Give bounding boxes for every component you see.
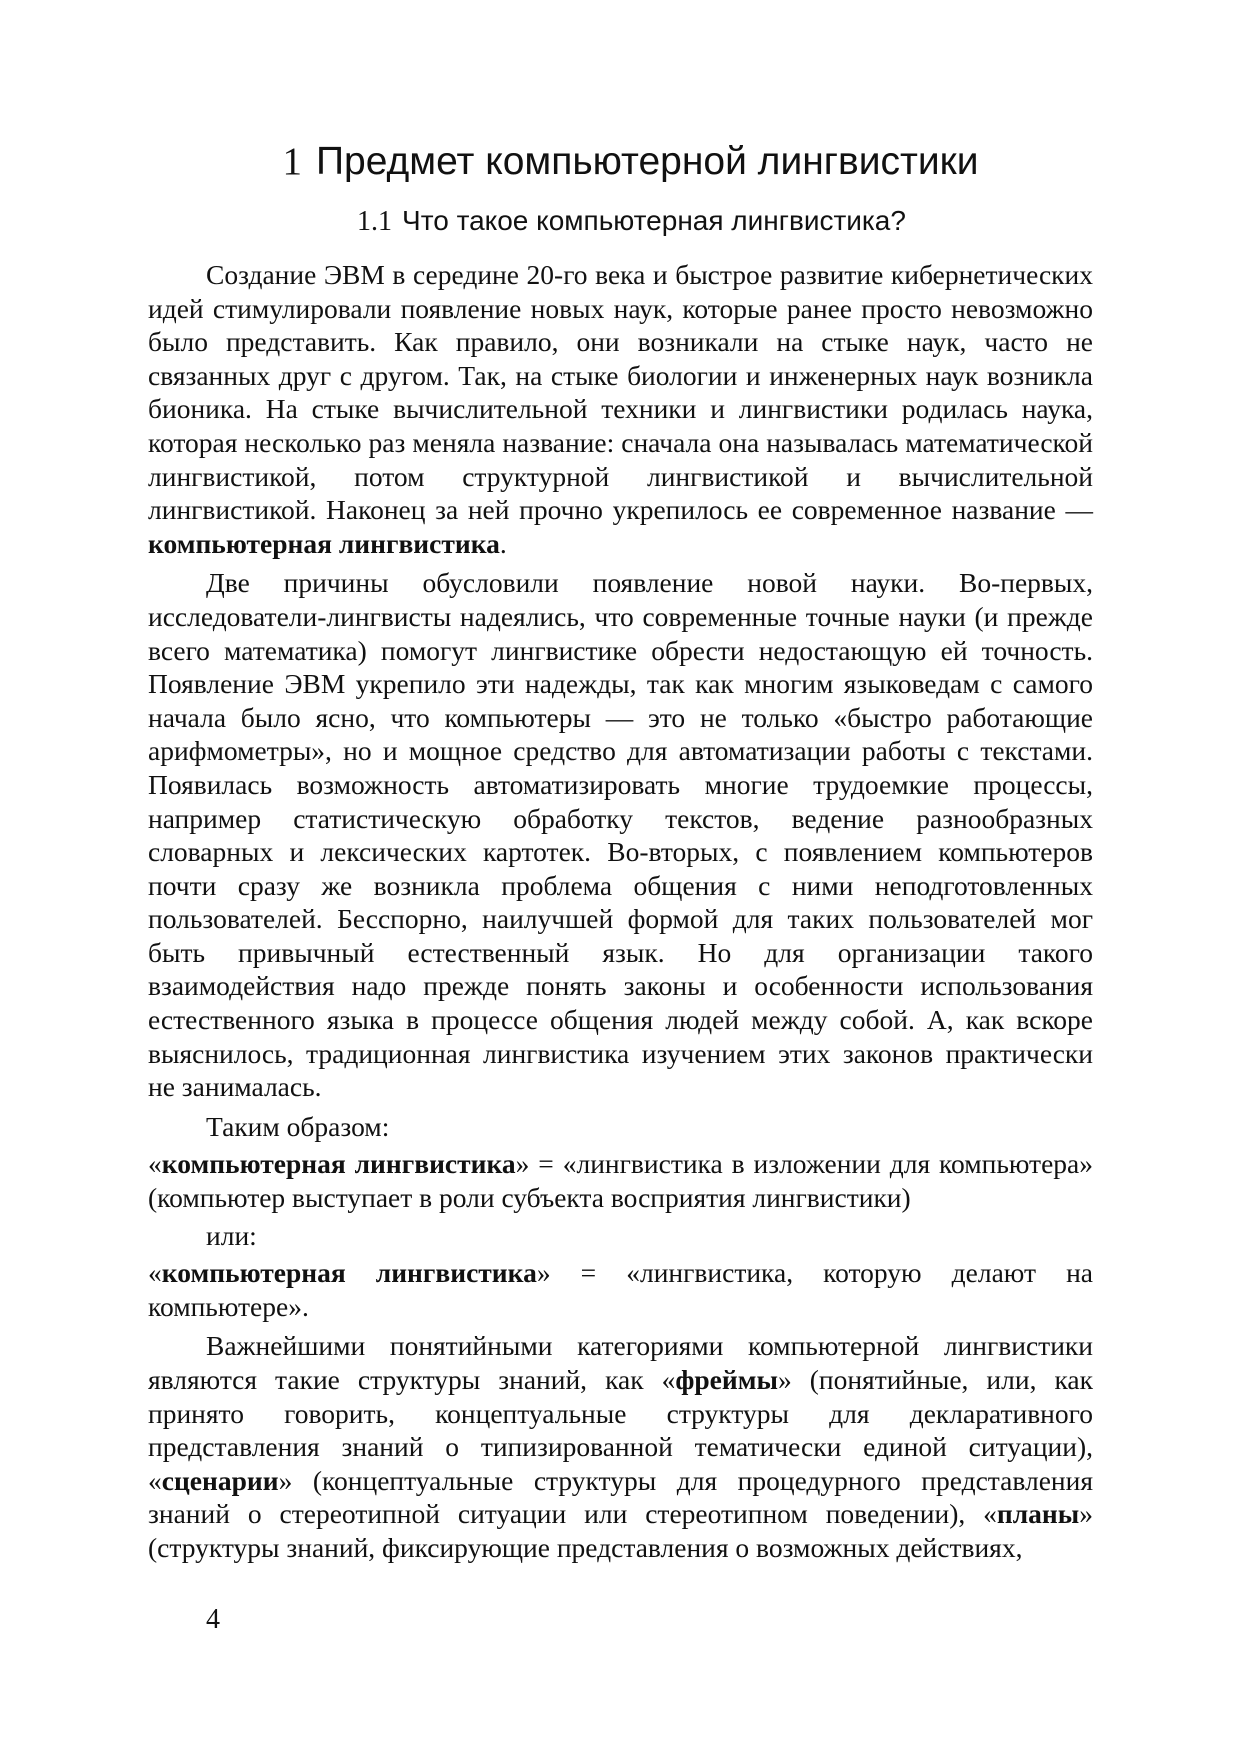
section-title-text: Что такое компьютерная лингвистика? <box>402 205 906 236</box>
term-plans: планы <box>996 1498 1080 1530</box>
paragraph-categories: Важнейшими понятийными категориями компьютерной лингвистики являются такие структуры знаний, как «фреймы» (понятийные, или, как принято говорить, концептуальные структуры для декларативного представления знаний о типизированной тематически единой ситуации), «сценарии» (концептуальные структуры для процедурного представления знаний о стереотипной ситуации или стереотипном поведении), «планы» (структуры знаний, фиксирующие представления о возможных действиях, <box>148 1330 1093 1563</box>
definition-2: «компьютерная лингвистика» = «лингвистика, которую делают на компьютере». <box>148 1257 1093 1322</box>
definition-term: компьютерная лингвистика <box>161 1257 537 1289</box>
section-number: 1.1 <box>357 206 393 237</box>
paragraph-thus: Таким образом: <box>206 1110 390 1142</box>
term-highlight: компьютерная лингвистика <box>148 527 500 559</box>
definition-1: «компьютерная лингвистика» = «лингвистика в изложении для компьютера» (компьютер выступает в роли субъекта восприятия лингвистики) <box>148 1148 1093 1214</box>
definition-term: компьютерная лингвистика <box>161 1148 516 1180</box>
book-page <box>148 0 1093 1754</box>
chapter-number: 1 <box>282 140 302 183</box>
body-text <box>148 258 1093 1571</box>
term-scenarios: сценарии <box>161 1464 279 1496</box>
term-frames: фреймы <box>675 1364 778 1395</box>
chapter-title <box>148 138 1093 186</box>
chapter-title-text: Предмет компьютерной лингвистики <box>315 140 979 183</box>
paragraph-origins: Создание ЭВМ в середине 20-го века и быстрое развитие кибернетических идей стимулировали появление новых наук, которые ранее просто невозможно было представить. Как правило, они возникали на стыке наук, часто не связанных друг с другом. Так, на стыке биологии и инженерных наук возникла бионика. На стыке вычислительной техники и лингвистики родилась наука, которая несколько раз меняла название: сначала она называлась математической лингвистикой, потом структурной лингвистикой и вычислительной лингвистикой. Наконец за ней прочно укрепилось ее современное название — компьютерная лингвистика. <box>148 259 1093 559</box>
paragraph-reasons: Две причины обусловили появление новой науки. Во-первых, исследователи-лингвисты надеялись, что современные точные науки (и прежде всего математика) помогут лингвистике обрести недостающую ей точность. Появление ЭВМ укрепило эти надежды, так как многим языковедам с самого начала было ясно, что компьютеры — это не только «быстро работающие арифмометры», но и мощное средство для автоматизации работы с текстами. Появилась возможность автоматизировать многие трудоемкие процессы, например статистическую обработку текстов, ведение разнообразных словарных и лексических картотек. Во-вторых, с появлением компьютеров почти сразу же возникла проблема общения с ними неподготовленных пользователей. Бесспорно, наилучшей формой для таких пользователей мог быть привычный естественный язык. Но для организации такого взаимодействия надо прежде понять законы и особенности использования естественного языка в процессе общения людей между собой. А, как вскоре выяснилось, традиционная лингвистика изучением этих законов практически не занималась. <box>148 567 1093 1103</box>
section-title <box>148 201 1093 242</box>
page-number: 4 <box>206 1604 220 1635</box>
paragraph-or: или: <box>206 1219 257 1251</box>
